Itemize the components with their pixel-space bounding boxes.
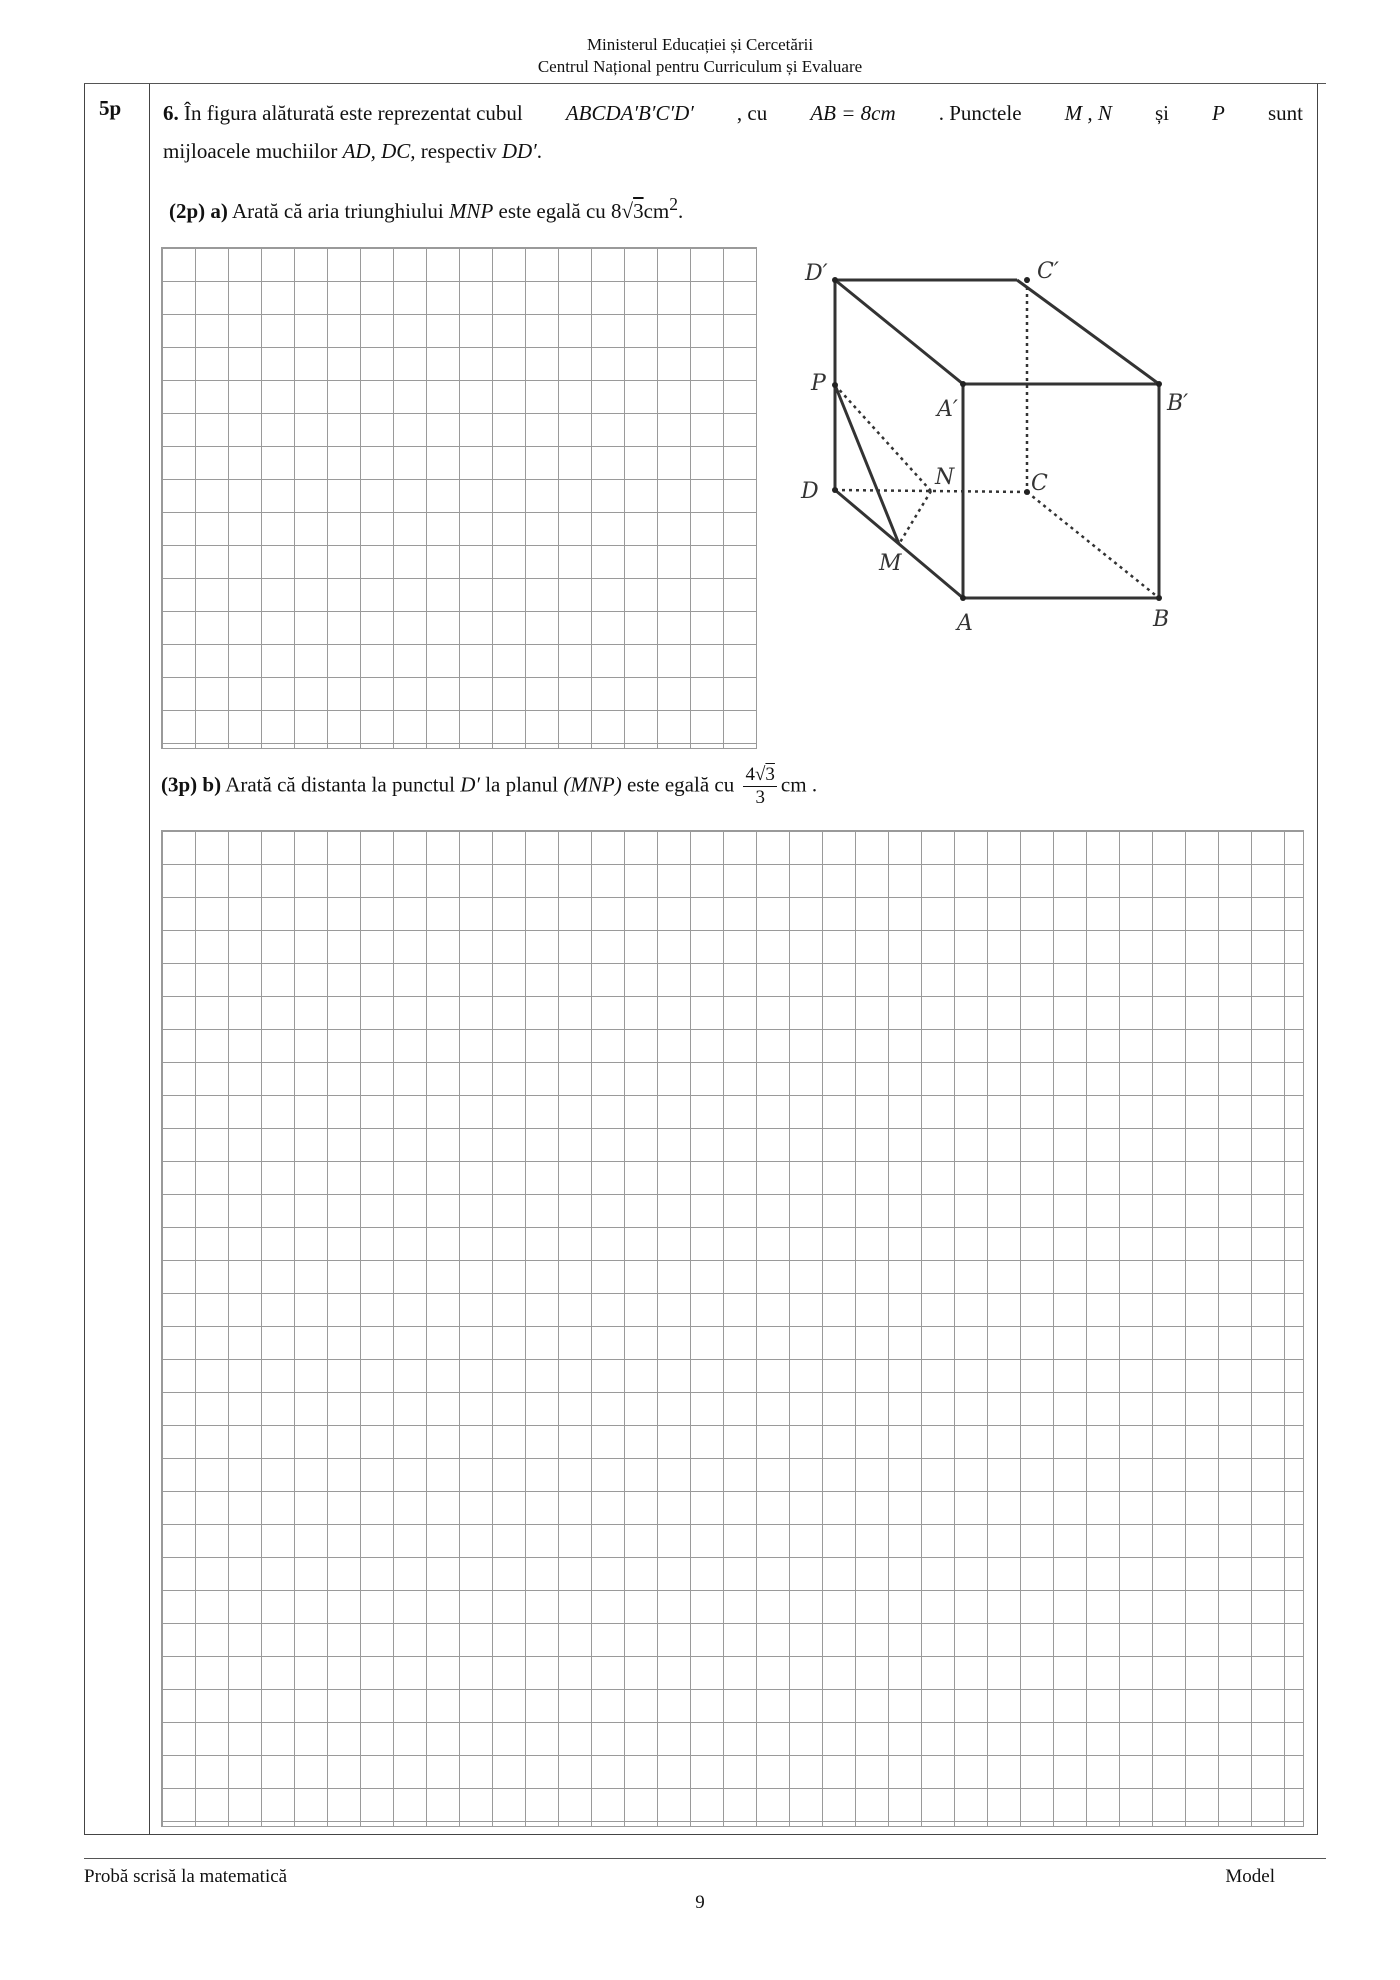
statement-text: , cu xyxy=(736,101,768,125)
dot-c1 xyxy=(1024,277,1030,283)
edge-c1b1 xyxy=(1017,280,1159,384)
point-d-prime: D′ xyxy=(460,772,480,797)
dot-p xyxy=(832,382,838,388)
edge-dd: DD′ xyxy=(501,139,537,163)
points-column xyxy=(85,84,150,1834)
label-c-prime: C′ xyxy=(1037,259,1059,284)
page-number: 9 xyxy=(695,1892,705,1913)
part-a-points: (2p) xyxy=(169,199,206,223)
distance-unit: cm xyxy=(780,772,807,797)
edge-cb xyxy=(1027,492,1159,598)
segment-pn xyxy=(835,385,931,491)
statement-text: . xyxy=(536,139,543,163)
footer-model-label: Model xyxy=(1225,1866,1275,1887)
part-b-text: este egală cu xyxy=(626,772,735,797)
part-b-text: la planul xyxy=(485,772,559,797)
part-b-letter: b) xyxy=(202,772,222,797)
triangle-name: MNP xyxy=(448,199,494,223)
dot-d1 xyxy=(832,277,838,283)
statement-line-1 xyxy=(163,94,1303,132)
footer-exam-name: Probă scrisă la matematică xyxy=(84,1866,288,1887)
statement-text: și xyxy=(1154,101,1169,125)
part-b-text: Arată că distanta la punctul xyxy=(225,772,455,797)
statement-text: mijloacele muchiilor xyxy=(163,139,338,163)
label-m: M xyxy=(879,551,902,576)
statement-line-2 xyxy=(163,132,1303,170)
question-statement xyxy=(163,94,1303,170)
numerator-radicand: 3 xyxy=(765,764,775,785)
area-unit: cm xyxy=(643,199,670,223)
fraction-denominator: 3 xyxy=(755,787,765,808)
cube-name: ABCDA′B′C′D′ xyxy=(565,101,694,125)
area-coef: 8 xyxy=(611,199,622,223)
label-b-prime: B′ xyxy=(1167,391,1189,416)
answer-grid-a[interactable] xyxy=(161,247,757,749)
part-a-text: este egală cu xyxy=(498,199,606,223)
page-header xyxy=(0,34,1400,78)
fraction-numerator: 4√3 xyxy=(745,764,775,785)
point-p: P xyxy=(1212,101,1225,125)
statement-text: . Punctele xyxy=(938,101,1022,125)
label-d: D xyxy=(801,479,819,504)
dot-b xyxy=(1156,595,1162,601)
numerator-coef: 4 xyxy=(745,764,755,785)
question-box xyxy=(84,84,1318,1835)
statement-text: În figura alăturată este reprezentat cubul xyxy=(184,101,523,125)
dot-b1 xyxy=(1156,381,1162,387)
points-mn: M , N xyxy=(1064,101,1112,125)
dot-a1 xyxy=(960,381,966,387)
header-center: Centrul Național pentru Curriculum și Evaluare xyxy=(537,57,863,76)
segment-nm xyxy=(899,491,931,544)
question-points: 5p xyxy=(99,96,122,120)
area-radicand: 3 xyxy=(633,199,644,223)
header-ministry: Ministerul Educației și Cercetării xyxy=(586,35,814,54)
statement-text: sunt xyxy=(1267,101,1303,125)
label-d-prime: D′ xyxy=(805,261,828,286)
part-b-points: (3p) xyxy=(161,772,198,797)
part-a-text: Arată că aria triunghiului xyxy=(232,199,444,223)
part-b-end: . xyxy=(811,772,818,797)
statement-text: respectiv xyxy=(420,139,497,163)
dot-a xyxy=(960,595,966,601)
cube-figure xyxy=(791,250,1291,750)
answer-grid-b[interactable] xyxy=(161,830,1304,1827)
label-a-prime: A′ xyxy=(937,397,958,422)
edges-list: AD, DC, xyxy=(342,139,416,163)
area-exponent: 2 xyxy=(669,194,678,214)
part-a-letter: a) xyxy=(210,199,228,223)
label-c: C xyxy=(1031,471,1048,496)
part-a-prompt xyxy=(169,194,683,224)
plane-name: (MNP) xyxy=(563,772,622,797)
part-b-prompt xyxy=(161,764,817,809)
label-p: P xyxy=(811,371,826,396)
segment-pm xyxy=(835,385,899,544)
dot-d xyxy=(832,487,838,493)
edge-d1a1 xyxy=(835,280,963,384)
dot-c xyxy=(1024,489,1030,495)
area-value: $8√3cm^2$ xyxy=(611,194,678,223)
edge-length: AB = 8cm xyxy=(810,101,896,125)
label-a: A xyxy=(957,611,973,636)
part-a-end: . xyxy=(677,199,684,223)
label-b: B xyxy=(1153,607,1170,632)
label-n: N xyxy=(935,465,955,490)
question-number: 6. xyxy=(163,101,179,125)
footer-divider xyxy=(84,1858,1326,1859)
distance-fraction xyxy=(743,764,776,809)
